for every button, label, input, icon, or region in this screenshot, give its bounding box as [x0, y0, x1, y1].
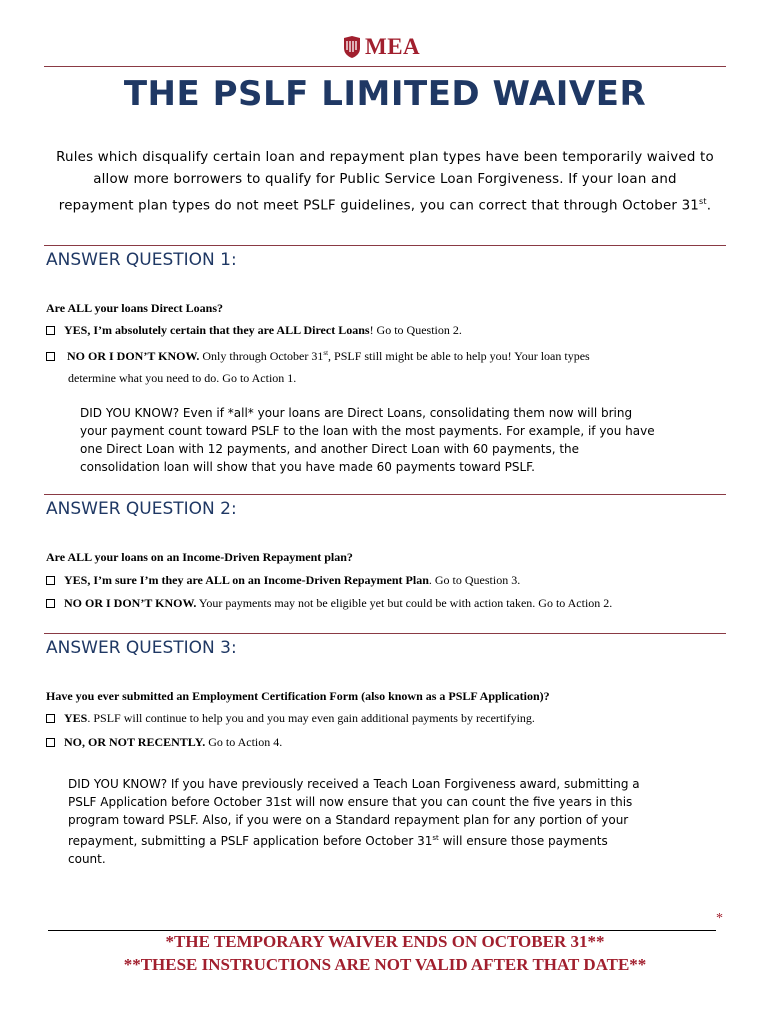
section-divider: [44, 633, 726, 634]
question-3-option-yes[interactable]: YES. PSLF will continue to help you and you may even gain additional payments by recertifying.: [46, 707, 726, 729]
section-divider: [44, 245, 726, 246]
question-2-option-no[interactable]: NO OR I DON’T KNOW. Your payments may not be eligible yet but could be with action taken. Go to Action 2.: [46, 592, 726, 614]
intro-paragraph: [40, 147, 730, 217]
question-3-option-no[interactable]: NO, OR NOT RECENTLY. Go to Action 4.: [46, 731, 726, 753]
logo-text: MEA: [365, 34, 421, 59]
question-2-option-yes[interactable]: YES, I’m sure I’m they are ALL on an Income-Driven Repayment Plan. Go to Question 3.: [46, 569, 726, 591]
did-you-know-1: DID YOU KNOW? Even if *all* your loans are Direct Loans, consolidating them now will bring your payment count toward PSLF to the loan with the most payments. For example, if you have one Direct Loan with 12 payments, and another Direct Loan with 60 payments, the consolidation loan will show that you have made 60 payments toward PSLF.: [80, 406, 655, 474]
checkbox-icon[interactable]: [46, 599, 55, 608]
intro-line: repayment plan types do not meet PSLF guidelines, you can correct that through October 31st.: [58, 197, 712, 214]
checkbox-icon[interactable]: [46, 352, 55, 361]
header-divider: [44, 66, 726, 67]
footer-asterisk: *: [716, 911, 723, 926]
page-title: THE PSLF LIMITED WAIVER: [123, 74, 647, 114]
did-you-know-3: DID YOU KNOW? If you have previously received a Teach Loan Forgiveness award, submitting a PSLF Application before October 31st will now ensure that you can count the five years in this program toward PSLF. Also, if you were on a Standard repayment plan for any portion of your repayment, submitting a PSLF application before October 31st will ensure those payments count.: [68, 777, 640, 866]
question-1-text: Are ALL your loans Direct Loans?: [46, 301, 224, 315]
checkbox-icon[interactable]: [46, 738, 55, 747]
question-3-heading: ANSWER QUESTION 3:: [46, 638, 237, 658]
intro-line: allow more borrowers to qualify for Public Service Loan Forgiveness. If your loan and: [93, 172, 677, 187]
question-3-text: Have you ever submitted an Employment Certification Form (also known as a PSLF Application)?: [46, 689, 550, 703]
question-2-heading: ANSWER QUESTION 2:: [46, 499, 237, 519]
checkbox-icon[interactable]: [46, 576, 55, 585]
question-2-text: Are ALL your loans on an Income-Driven Repayment plan?: [46, 550, 353, 564]
intro-line: Rules which disqualify certain loan and repayment plan types have been temporarily waived to: [56, 150, 714, 165]
footer-notice-1: *THE TEMPORARY WAIVER ENDS ON OCTOBER 31**: [165, 932, 605, 951]
question-1-option-no[interactable]: NO OR I DON’T KNOW. Only through October 31st, PSLF still might be able to help you! Your loan types determine what you need to do. Go to Action 1.: [46, 342, 726, 389]
checkbox-icon[interactable]: [46, 714, 55, 723]
mea-shield-icon: [343, 36, 361, 58]
question-1-option-yes[interactable]: YES, I’m absolutely certain that they are ALL Direct Loans! Go to Question 2.: [46, 319, 726, 341]
question-1-heading: ANSWER QUESTION 1:: [46, 250, 237, 270]
footer-divider: [48, 930, 716, 931]
checkbox-icon[interactable]: [46, 326, 55, 335]
section-divider: [44, 494, 726, 495]
footer-notice-2: **THESE INSTRUCTIONS ARE NOT VALID AFTER THAT DATE**: [123, 955, 647, 974]
mea-logo: [343, 34, 420, 60]
